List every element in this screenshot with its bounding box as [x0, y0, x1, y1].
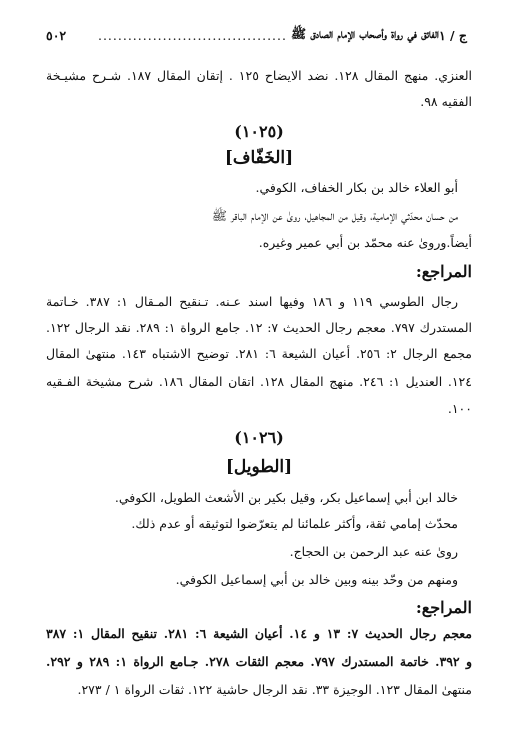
header-title: الفائق في رواة وأصحاب الإمام الصادق ﷺ [290, 25, 439, 41]
entry-body-line: أيضاً.وروىٰ عنه محمّد بن أبي عمير وغيره. [258, 235, 472, 250]
entry-body-line: من حسان محدّثي الإمامية، وقيل من المجاهيل، روىٰ عن الإمام الباقر ﷺ [211, 208, 458, 223]
entry-body-line: أبو العلاء خالد بن بكار الخفاف، الكوفي. [255, 180, 458, 195]
entry-name: [الخَفّاف] [224, 148, 294, 168]
header-dots: ...................................... [97, 27, 287, 43]
references-line: ١٠٠. [447, 401, 472, 416]
entry-body-line: خالد ابن أبي إسماعيل بكر، وقيل بكير بن الأشعث الطويل، الكوفي. [114, 490, 458, 505]
references-heading: المراجع: [415, 598, 472, 617]
references-line: الفقيه ٩٨. [420, 94, 472, 109]
references-line: المستدرك ٧٩٧. معجم رجال الحديث ٧: ١٢. جامع الرواة ١: ٢٨٩. نقد الرجال ١٢٢. [46, 320, 472, 335]
entry-body-line: محدّث إمامي ثقة، وأكثر علمائنا لم يتعرّضوا لتوثيقه أو عدم ذلك. [131, 516, 458, 531]
entry-number: (١٠٢٥) [234, 122, 284, 141]
entry-name: [الطويل] [225, 457, 293, 477]
references-line: رجال الطوسي ١١٩ و ١٨٦ وفيها اسند عـنه. تـنقيح المـقال ١: ٣٨٧. خـاتمة [46, 294, 458, 309]
references-line: و ٣٩٢. خاتمة المستدرك ٧٩٧. معجم الثقات ٢٧٨. جـامع الرواة ١: ٢٨٩ و ٢٩٢. [46, 654, 472, 669]
entry-body-line: روىٰ عنه عبد الرحمن بن الحجاج. [289, 544, 458, 559]
references-line: منتهىٰ المقال ١٢٣. الوجيزة ٣٣. نقد الرجال حاشية ١٢٢. ثقات الرواة ١ / ٢٧٣. [77, 682, 472, 697]
references-line: مجمع الرجال ٢: ٢٥٦. أعيان الشيعة ٦: ٢٨١. توضيح الاشتباه ١٤٣. منتهىٰ المقال [46, 346, 472, 361]
entry-body-line: ومنهم من وحّد بينه وبين خالد بن أبي إسماعيل الكوفي. [175, 572, 458, 587]
page-number: ٥٠٢ [46, 27, 67, 43]
entry-number: (١٠٢٦) [234, 428, 284, 447]
references-line: معجم رجال الحديث ٧: ١٣ و ١٤. أعيان الشيعة ٦: ٢٨١. تنقيح المقال ١: ٣٨٧ [46, 626, 472, 641]
references-heading: المراجع: [415, 262, 472, 281]
running-header [46, 24, 472, 46]
references-line: ١٢٤. العنديل ١: ٢٤٦. منهج المقال ١٢٨. اتقان المقال ١٨٦. شرح مشيخة الفـقيه [46, 374, 472, 389]
header-volume: ج / ١ [438, 27, 467, 43]
references-line: العنزي. منهج المقال ١٢٨. نضد الايضاح ١٢٥ . إتقان المقال ١٨٧. شـرح مشيـخة [46, 68, 472, 83]
